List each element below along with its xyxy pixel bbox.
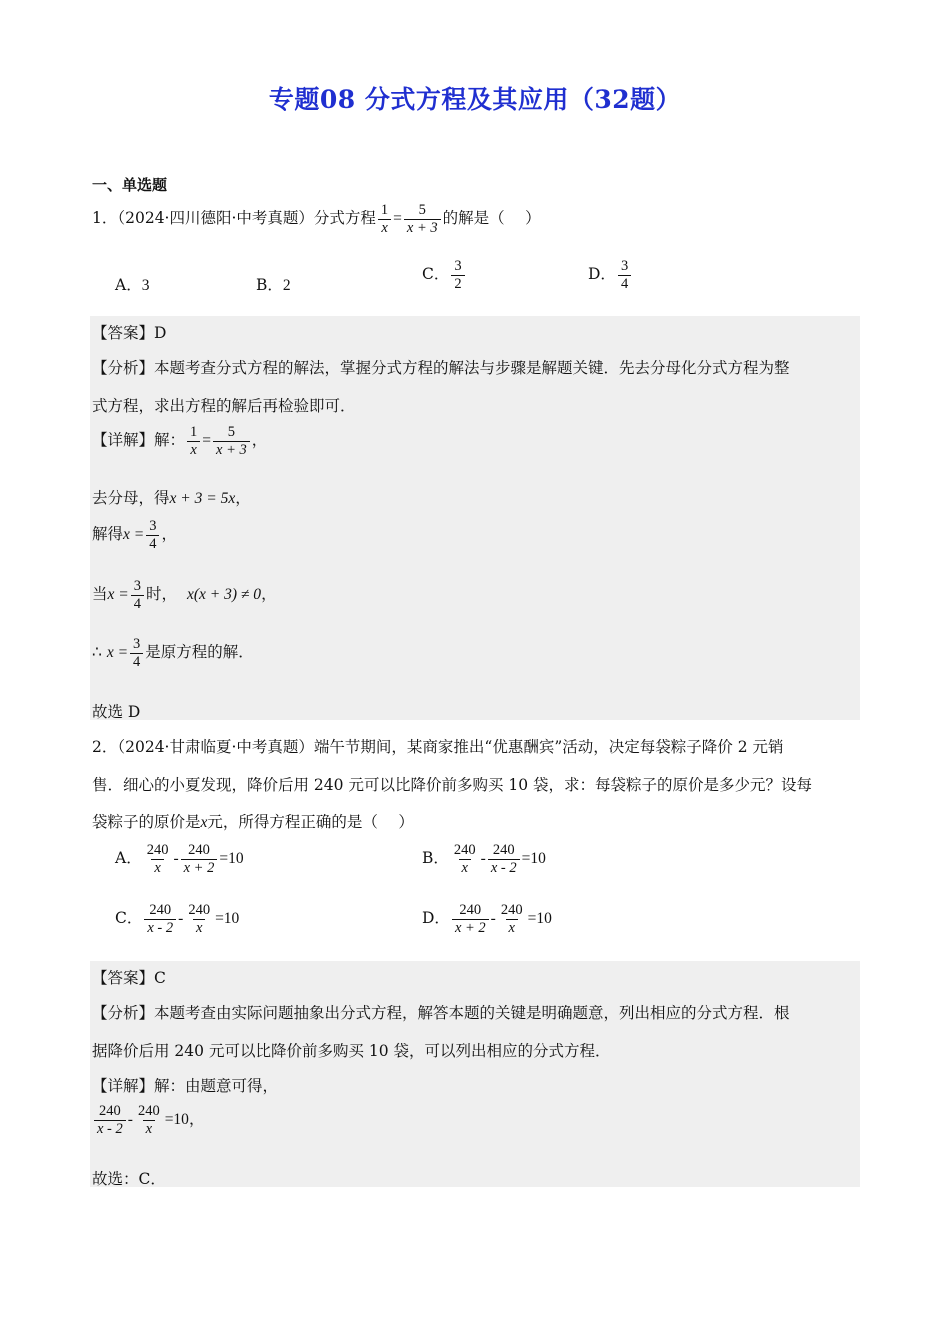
q1-answer: 【答案】D <box>92 324 167 342</box>
option-value: 2 <box>282 277 291 294</box>
q1-option-b <box>256 273 291 295</box>
q1-eq-sign: = <box>393 210 402 228</box>
q2-detail-equation <box>92 1103 204 1137</box>
stem-text: 袋粽子的原价是 <box>92 813 201 831</box>
denominator: x - 2 <box>144 919 176 937</box>
step-text: 解得 <box>92 525 124 544</box>
question-2-line-1: 2．（2024·甘肃临夏·中考真题）端午节期间，某商家推出“优惠酬宾”活动，决定每袋粽子降价 2 元销 <box>92 738 784 756</box>
q1-suffix: 的解是（ ） <box>442 209 541 228</box>
eq-sign: = <box>202 432 212 450</box>
q1-final: 故选 D <box>92 703 141 721</box>
q2-final: 故选：C． <box>92 1170 166 1188</box>
denominator: x <box>151 859 163 877</box>
option-fraction <box>451 258 464 292</box>
question-2-line-3 <box>92 810 414 832</box>
numerator: 240 <box>459 902 482 918</box>
numerator: 3 <box>620 258 629 274</box>
q1-option-a <box>115 273 149 295</box>
step-fraction <box>130 636 143 670</box>
step-text: 是原方程的解． <box>145 643 254 662</box>
rhs: =10 <box>215 910 240 928</box>
numerator: 3 <box>133 578 141 594</box>
section-heading: 一、单选题 <box>92 176 168 194</box>
q1-step-1 <box>92 486 251 508</box>
q1-option-d <box>588 258 633 292</box>
rhs: =10 <box>164 1111 189 1129</box>
denominator: 4 <box>131 595 144 613</box>
punct: ， <box>235 489 251 507</box>
q1-step-3 <box>92 578 277 612</box>
step-text: 时， <box>145 585 177 604</box>
q1-step-2 <box>92 518 177 552</box>
denominator: x <box>187 441 199 459</box>
step-var: x = <box>123 526 145 544</box>
q1-analysis-line-1: 【分析】本题考查分式方程的解法，掌握分式方程的解法与步骤是解题关键．先去分母化分式方程为整 <box>92 359 790 377</box>
numerator: 240 <box>99 1103 121 1119</box>
fraction-2 <box>185 902 213 936</box>
denominator: x - 2 <box>94 1120 126 1138</box>
punct: ， <box>261 585 277 604</box>
numerator: 1 <box>380 202 389 218</box>
step-var: x = <box>107 586 129 604</box>
step-text: 去分母，得 <box>92 489 170 507</box>
stem-var: x <box>200 814 208 831</box>
option-letter: B． <box>256 276 283 294</box>
option-letter: C． <box>422 265 450 284</box>
denominator: x + 3 <box>213 441 250 459</box>
q1-option-c <box>422 258 467 292</box>
option-value: 3 <box>141 277 150 294</box>
denominator: x <box>459 859 471 877</box>
denominator: x <box>143 1120 155 1138</box>
numerator: 240 <box>188 842 210 858</box>
rhs: =10 <box>521 850 546 868</box>
denominator: x + 2 <box>452 919 489 937</box>
option-letter: A． <box>115 849 142 868</box>
denominator: x - 2 <box>488 859 520 877</box>
minus-sign: - <box>480 850 486 868</box>
fraction-2 <box>181 842 218 876</box>
step-fraction <box>146 518 159 552</box>
punct: ， <box>188 1110 205 1129</box>
rhs: =10 <box>527 910 552 928</box>
q1-eq-rhs-fraction <box>404 202 441 236</box>
denominator: x + 2 <box>181 859 218 877</box>
option-letter: C． <box>115 909 143 928</box>
option-letter: A． <box>115 276 142 294</box>
numerator: 240 <box>500 902 523 918</box>
step-math: x + 3 = 5x <box>169 490 236 507</box>
detail-label: 【详解】解： <box>92 431 186 450</box>
step-text: 当 <box>92 585 108 604</box>
denominator: 2 <box>451 275 464 293</box>
numerator: 3 <box>454 258 462 274</box>
numerator: 5 <box>418 202 426 218</box>
option-letter: B． <box>422 849 449 868</box>
step-var: x = <box>106 644 129 662</box>
numerator: 240 <box>492 842 515 858</box>
minus-sign: - <box>178 910 184 928</box>
minus-sign: - <box>490 910 496 928</box>
step-math: x(x + 3) ≠ 0 <box>187 586 262 604</box>
denominator: 4 <box>146 535 159 553</box>
denominator: x + 3 <box>404 219 441 237</box>
q2-analysis-line-2: 据降价后用 240 元可以比降价前多购买 10 袋，可以列出相应的分式方程． <box>92 1042 611 1060</box>
punct: ， <box>251 431 268 450</box>
fraction-2 <box>498 902 526 936</box>
question-1-stem <box>92 202 541 236</box>
denominator: x <box>506 919 518 937</box>
q2-analysis-line-1: 【分析】本题考查由实际问题抽象出分式方程，解答本题的关键是明确题意，列出相应的分式方程．根 <box>92 1004 790 1022</box>
numerator: 5 <box>227 424 235 440</box>
denominator: 4 <box>130 653 143 671</box>
d-rhs-fraction <box>213 424 250 458</box>
q2-option-c <box>115 902 239 936</box>
denominator: x <box>193 919 205 937</box>
q2-option-b <box>422 842 546 876</box>
denominator: x <box>378 219 390 237</box>
numerator: 240 <box>453 842 476 858</box>
fraction-2 <box>488 842 520 876</box>
q1-analysis-line-2: 式方程，求出方程的解后再检验即可． <box>92 397 356 415</box>
numerator: 1 <box>190 424 198 440</box>
numerator: 3 <box>149 518 157 534</box>
fraction-1 <box>452 902 489 936</box>
q2-answer: 【答案】C <box>92 969 166 987</box>
therefore-symbol: ∴ <box>92 644 102 662</box>
d-lhs-fraction <box>187 424 200 458</box>
numerator: 240 <box>149 902 172 918</box>
q1-eq-lhs-fraction <box>378 202 391 236</box>
step-fraction <box>131 578 144 612</box>
page-title: 专题08 分式方程及其应用（32题） <box>268 85 682 114</box>
denominator: 4 <box>618 275 631 293</box>
q1-prefix: 1．（2024·四川德阳·中考真题）分式方程 <box>92 209 376 228</box>
punct: ， <box>161 525 177 544</box>
fraction-1 <box>451 842 479 876</box>
numerator: 240 <box>188 902 211 918</box>
fraction-2 <box>135 1103 163 1137</box>
fraction-1 <box>94 1103 126 1137</box>
option-letter: D． <box>422 909 450 928</box>
option-fraction <box>618 258 631 292</box>
stem-text: 元，所得方程正确的是（ ） <box>207 813 414 831</box>
q1-detail-equation <box>92 424 267 458</box>
numerator: 240 <box>146 842 169 858</box>
minus-sign: - <box>173 850 179 868</box>
rhs: =10 <box>219 850 244 868</box>
question-2-line-2: 售．细心的小夏发现，降价后用 240 元可以比降价前多购买 10 袋，求：每袋粽子的原价是多少元？设每 <box>92 776 813 794</box>
q2-detail: 【详解】解：由题意可得， <box>92 1077 279 1095</box>
option-letter: D． <box>588 265 616 284</box>
minus-sign: - <box>127 1111 133 1129</box>
numerator: 3 <box>133 636 141 652</box>
q2-option-a <box>115 842 244 876</box>
q1-step-4 <box>92 636 254 670</box>
fraction-1 <box>144 842 172 876</box>
fraction-1 <box>144 902 176 936</box>
numerator: 240 <box>137 1103 160 1119</box>
q2-option-d <box>422 902 552 936</box>
